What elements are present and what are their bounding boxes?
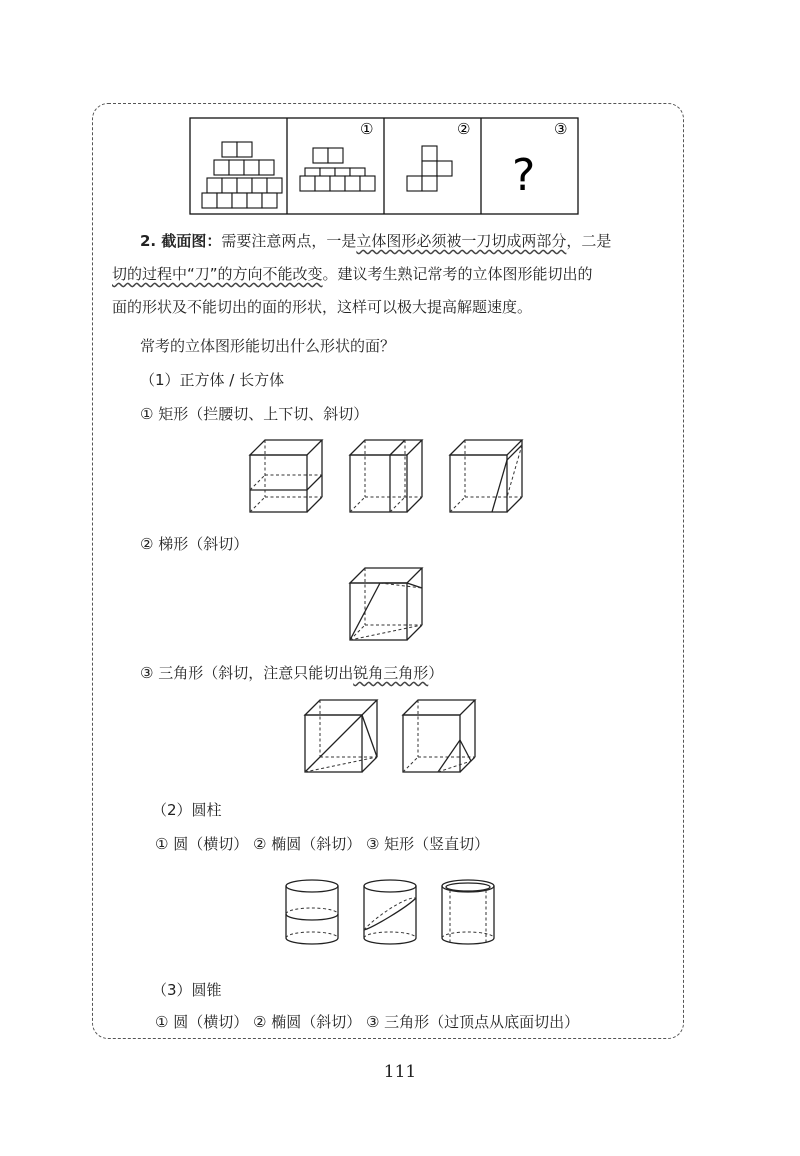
page-number: 111: [383, 1062, 417, 1082]
para1-part1: 需要注意两点，一是: [221, 232, 357, 250]
section2-heading: （2）圆柱: [152, 801, 222, 819]
cube-rect-cut-oblique: [450, 440, 530, 520]
puzzle-label-1: ①: [360, 120, 374, 138]
section1-item3: [140, 663, 443, 683]
section1-item3-a: ③ 三角形（斜切，注意只能切出: [140, 664, 354, 682]
cube-rect-cut-middle: [250, 440, 330, 520]
section1-item3-c: ）: [428, 664, 444, 682]
section2-items: ① 圆（横切） ② 椭圆（斜切） ③ 矩形（竖直切）: [155, 835, 490, 853]
cylinder-horizontal-cut: [284, 878, 344, 948]
puzzle-label-2: ②: [457, 120, 471, 138]
cylinder-oblique-cut: [362, 878, 422, 948]
cube-stack-1: [300, 148, 375, 191]
cube-triangle-cut-small: [403, 700, 483, 780]
cube-triangle-cut-large: [305, 700, 385, 780]
puzzle-label-3: ③: [554, 120, 568, 138]
cube-trapezoid-cut: [350, 568, 430, 648]
puzzle-strip: [190, 118, 580, 218]
cube-rect-cut-vertical: [350, 440, 430, 520]
question-line: 常考的立体图形能切出什么形状的面？: [140, 337, 396, 355]
cube-stack-2: [407, 146, 452, 191]
section3-heading: （3）圆锥: [152, 981, 222, 999]
section1-item1: ① 矩形（拦腰切、上下切、斜切）: [140, 405, 369, 423]
para1-part3: 。建议考生熟记常考的立体图形能切出的: [322, 265, 593, 283]
puzzle-question-mark: ?: [512, 150, 536, 201]
section1-item3-emph: 锐角三角形: [353, 664, 429, 682]
section3-items: ① 圆（横切） ② 椭圆（斜切） ③ 三角形（过顶点从底面切出）: [155, 1013, 580, 1031]
para1-part2: ，二是: [566, 232, 612, 250]
cylinder-vertical-cut: [440, 878, 500, 948]
para1-emph1: 立体图形必须被一刀切成两部分: [356, 232, 567, 250]
cube-stack-main: [202, 142, 282, 208]
section1-heading: （1）正方体 / 长方体: [140, 371, 285, 389]
section1-item2: ② 梯形（斜切）: [140, 535, 249, 553]
para1-lead: 2. 截面图：: [140, 232, 222, 250]
para1-emph2: 切的过程中“刀”的方向不能改变: [112, 265, 323, 283]
para1-line2: [112, 264, 593, 284]
para1-line1: [140, 231, 611, 251]
para1-line3: 面的形状及不能切出的面的形状，这样可以极大提高解题速度。: [112, 298, 533, 316]
